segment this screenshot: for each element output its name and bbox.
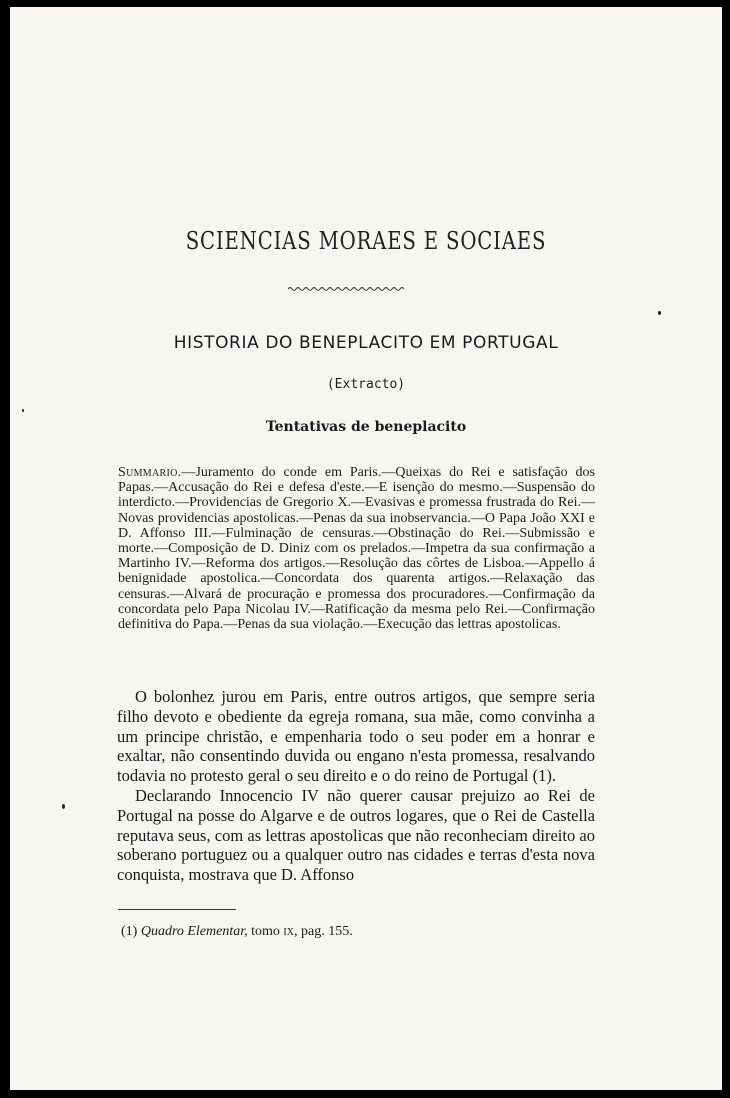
- ornamental-wavy-rule: [288, 285, 406, 293]
- summary-block: [118, 465, 595, 632]
- footnote-divider: [118, 909, 236, 910]
- summary-label: Summario.: [118, 465, 182, 480]
- footnote-work-title: Quadro Elementar,: [140, 924, 248, 939]
- article-subtitle: (Extracto): [326, 377, 406, 392]
- footnote-marker: (1): [121, 924, 138, 939]
- document-page: [10, 7, 725, 1092]
- footnote: [121, 924, 353, 940]
- footnote-ref-prefix: tomo: [251, 924, 280, 939]
- summary-text: —Juramento do conde em Paris.—Queixas do Rei e satisfação dos Papas.—Accusação do Rei e defesa d'este.—E isenção do mesmo.—Suspensão do interdicto.—Providencias de Gregorio X.—Evasivas e promessa frustrada do Rei.—Novas providencias apostolicas.—Penas da sua inobservancia.—O Papa João XXI e D. Affonso III.—Fulminação de censuras.—Obstinação do Rei.—Submissão e morte.—Composição de D. Diniz com os prelados.—Impetra da sua confirmação a Martinho IV.—Reforma dos artigos.—Resolução das côrtes de Lisboa.—Appello á benignidade apostolica.—Concordata dos quarenta artigos.—Relaxação das censuras.—Alvará de procuração e promessa dos procuradores.—Confirmação da concordata pelo Papa Nicolau IV.—Ratificação da mesma pelo Rei.—Confirmação definitiva do Papa.—Penas da sua violação.—Execução das lettras apostolicas.: [118, 465, 595, 633]
- footnote-volume: ix: [283, 924, 294, 939]
- paragraph: O bolonhez jurou em Paris, entre outros artigos, que sempre seria filho devoto e obediente da egreja romana, sua mãe, como convinha a um principe christão, e empenharia todo o seu poder em a honrar e exaltar, não consentindo duvida ou engano n'esta promessa, resalvando todavia no protesto geral o seu direito e o do reino de Portugal (1).: [117, 687, 595, 786]
- print-speck: [658, 311, 661, 315]
- paragraph: Declarando Innocencio IV não querer causar prejuizo ao Rei de Portugal na posse do Algarve e de outros logares, que o Rei de Castella reputava seus, com as lettras apostolicas que não reconheciam direito ao soberano portuguez ou a qualquer outro nas cidades e terras d'esta nova conquista, mostrava que D. Affonso: [117, 785, 595, 885]
- print-speck: [62, 804, 65, 809]
- body-text: [117, 687, 595, 885]
- article-title: HISTORIA DO BENEPLACITO EM PORTUGAL: [173, 333, 559, 353]
- chapter-heading: Tentativas de beneplacito: [265, 419, 467, 435]
- section-title: SCIENCIAS MORAES E SOCIAES: [185, 227, 547, 255]
- footnote-page: , pag. 155.: [293, 924, 353, 939]
- print-speck: [22, 409, 24, 412]
